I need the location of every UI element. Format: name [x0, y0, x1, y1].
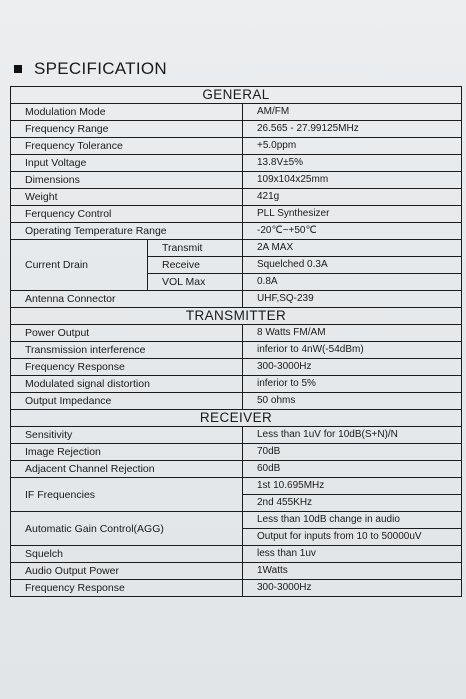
page-title: SPECIFICATION	[34, 59, 167, 78]
row-value: +5.0ppm	[243, 138, 462, 155]
section-receiver: RECEIVER	[11, 410, 462, 427]
table-row	[11, 512, 462, 529]
table-row	[11, 359, 462, 376]
row-label: Operating Temperature Range	[11, 223, 243, 240]
row-value: 2nd 455KHz	[243, 495, 462, 512]
table-row	[11, 427, 462, 444]
table-row	[11, 461, 462, 478]
row-value: PLL Synthesizer	[243, 206, 462, 223]
table-row	[11, 121, 462, 138]
table-row	[11, 444, 462, 461]
row-label: Frequency Tolerance	[11, 138, 243, 155]
row-value: Squelched 0.3A	[243, 257, 462, 274]
row-value: 60dB	[243, 461, 462, 478]
table-row	[11, 172, 462, 189]
row-value: 300-3000Hz	[243, 580, 462, 597]
table-row	[11, 580, 462, 597]
row-value: 8 Watts FM/AM	[243, 325, 462, 342]
row-label: Antenna Connector	[11, 291, 243, 308]
row-value: AM/FM	[243, 104, 462, 121]
row-label: Squelch	[11, 546, 243, 563]
row-value: Output for inputs from 10 to 50000uV	[243, 529, 462, 546]
row-label: Modulation Mode	[11, 104, 243, 121]
square-bullet-icon	[14, 65, 22, 73]
table-row	[11, 206, 462, 223]
row-label: Audio Output Power	[11, 563, 243, 580]
table-row	[11, 291, 462, 308]
current-drain-label: Current Drain	[11, 240, 148, 291]
agc-label: Automatic Gain Control(AGG)	[11, 512, 243, 546]
table-row	[11, 563, 462, 580]
row-label: Sensitivity	[11, 427, 243, 444]
row-label: Input Voltage	[11, 155, 243, 172]
spec-heading	[14, 58, 167, 80]
row-label: Frequency Response	[11, 359, 243, 376]
row-label: Frequency Range	[11, 121, 243, 138]
row-value: 109x104x25mm	[243, 172, 462, 189]
row-value: 13.8V±5%	[243, 155, 462, 172]
section-general: GENERAL	[11, 87, 462, 104]
table-row	[11, 325, 462, 342]
row-value: Less than 1uV for 10dB(S+N)/N	[243, 427, 462, 444]
row-value: UHF,SQ-239	[243, 291, 462, 308]
table-row	[11, 223, 462, 240]
section-transmitter: TRANSMITTER	[11, 308, 462, 325]
row-label: Weight	[11, 189, 243, 206]
table-row	[11, 342, 462, 359]
table-row	[11, 189, 462, 206]
table-row	[11, 478, 462, 495]
table-row	[11, 376, 462, 393]
table-row	[11, 104, 462, 121]
row-value: less than 1uv	[243, 546, 462, 563]
table-row	[11, 393, 462, 410]
row-label: Modulated signal distortion	[11, 376, 243, 393]
row-label: Dimensions	[11, 172, 243, 189]
row-value: 70dB	[243, 444, 462, 461]
row-label: Power Output	[11, 325, 243, 342]
row-value: 50 ohms	[243, 393, 462, 410]
row-value: Less than 10dB change in audio	[243, 512, 462, 529]
row-label: Adjacent Channel Rejection	[11, 461, 243, 478]
if-frequencies-label: IF Frequencies	[11, 478, 243, 512]
row-label: Output Impedance	[11, 393, 243, 410]
current-drain-sub-label: VOL Max	[148, 274, 243, 291]
row-label: Frequency Response	[11, 580, 243, 597]
row-value: 2A MAX	[243, 240, 462, 257]
table-row	[11, 155, 462, 172]
row-value: 1st 10.695MHz	[243, 478, 462, 495]
row-value: -20℃~+50℃	[243, 223, 462, 240]
row-value: 0.8A	[243, 274, 462, 291]
row-label: Image Rejection	[11, 444, 243, 461]
table-row	[11, 240, 462, 257]
row-value: 1Watts	[243, 563, 462, 580]
table-row	[11, 138, 462, 155]
table-row	[11, 546, 462, 563]
row-label: Transmission interference	[11, 342, 243, 359]
row-value: inferior to 4nW(-54dBm)	[243, 342, 462, 359]
row-value: 26.565 - 27.99125MHz	[243, 121, 462, 138]
row-label: Ferquency Control	[11, 206, 243, 223]
row-value: inferior to 5%	[243, 376, 462, 393]
current-drain-sub-label: Transmit	[148, 240, 243, 257]
row-value: 300-3000Hz	[243, 359, 462, 376]
spec-table	[10, 86, 462, 597]
row-value: 421g	[243, 189, 462, 206]
current-drain-sub-label: Receive	[148, 257, 243, 274]
